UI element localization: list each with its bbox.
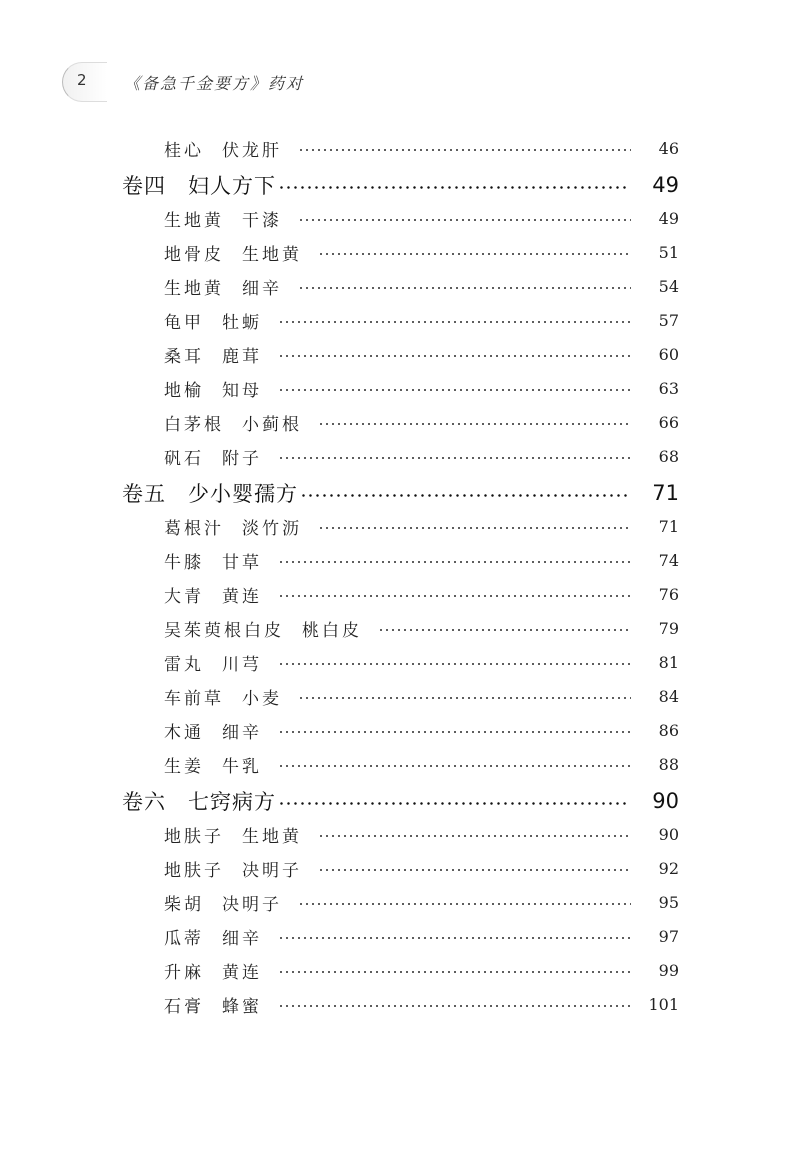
herb-name: 龟甲 — [164, 312, 204, 333]
herb-name: 黄连 — [222, 586, 262, 607]
entry-herbs — [164, 890, 282, 915]
page-reference: 88 — [658, 754, 679, 774]
herb-name: 瓜蒂 — [164, 928, 204, 949]
dot-leader — [318, 423, 631, 425]
dot-leader — [318, 869, 631, 871]
entry-herbs — [164, 376, 262, 401]
herb-name: 石膏 — [164, 996, 204, 1017]
page-number-tab — [62, 62, 107, 102]
herb-name: 干漆 — [242, 210, 282, 231]
dot-leader — [318, 835, 631, 837]
page-reference: 97 — [658, 926, 679, 946]
toc-entry-row[interactable] — [0, 987, 800, 1021]
page-reference: 54 — [658, 276, 679, 296]
herb-name: 伏龙肝 — [222, 140, 282, 161]
toc-chapter-row[interactable] — [0, 168, 800, 202]
page-reference: 99 — [658, 960, 679, 980]
entry-herbs — [164, 822, 302, 847]
herb-name: 桑耳 — [164, 346, 204, 367]
herb-name: 生地黄 — [242, 244, 302, 265]
toc-entry-row[interactable] — [0, 303, 800, 337]
toc-entry-row[interactable] — [0, 201, 800, 235]
page-reference: 95 — [658, 892, 679, 912]
toc-entry-row[interactable] — [0, 371, 800, 405]
page-reference: 63 — [658, 378, 679, 398]
dot-leader — [278, 595, 631, 597]
herb-name: 生地黄 — [242, 826, 302, 847]
toc-entry-row[interactable] — [0, 679, 800, 713]
entry-herbs — [164, 684, 282, 709]
entry-herbs — [164, 240, 302, 265]
page-reference: 46 — [658, 138, 679, 158]
toc-entry-row[interactable] — [0, 235, 800, 269]
dot-leader — [278, 731, 631, 733]
dot-leader — [298, 697, 631, 699]
herb-name: 地肤子 — [164, 826, 224, 847]
entry-herbs — [164, 410, 302, 435]
herb-name: 决明子 — [222, 894, 282, 915]
herb-name: 木通 — [164, 722, 204, 743]
entry-herbs — [164, 206, 282, 231]
toc-entry-row[interactable] — [0, 713, 800, 747]
volume-label: 卷五 — [122, 482, 166, 506]
herb-name: 鹿茸 — [222, 346, 262, 367]
chapter-heading — [122, 170, 276, 200]
toc-entry-row[interactable] — [0, 611, 800, 645]
herb-name: 生姜 — [164, 756, 204, 777]
page-reference: 74 — [658, 550, 679, 570]
toc-entry-row[interactable] — [0, 817, 800, 851]
herb-name: 大青 — [164, 586, 204, 607]
toc-entry-row[interactable] — [0, 543, 800, 577]
herb-name: 细辛 — [242, 278, 282, 299]
herb-name: 桂心 — [164, 140, 204, 161]
dot-leader — [278, 802, 627, 805]
page-reference: 68 — [658, 446, 679, 466]
chapter-title: 少小婴孺方 — [188, 482, 298, 506]
toc-entry-row[interactable] — [0, 851, 800, 885]
page-reference: 60 — [658, 344, 679, 364]
herb-name: 附子 — [222, 448, 262, 469]
entry-herbs — [164, 650, 262, 675]
herb-name: 葛根汁 — [164, 518, 224, 539]
herb-name: 地榆 — [164, 380, 204, 401]
toc-entry-row[interactable] — [0, 577, 800, 611]
page-reference: 76 — [658, 584, 679, 604]
entry-herbs — [164, 924, 262, 949]
toc-chapter-row[interactable] — [0, 476, 800, 510]
dot-leader — [318, 527, 631, 529]
toc-entry-row[interactable] — [0, 405, 800, 439]
toc-entry-row[interactable] — [0, 269, 800, 303]
herb-name: 蜂蜜 — [222, 996, 262, 1017]
herb-name: 升麻 — [164, 962, 204, 983]
toc-entry-row[interactable] — [0, 953, 800, 987]
dot-leader — [278, 971, 631, 973]
entry-herbs — [164, 752, 262, 777]
page-reference: 66 — [658, 412, 679, 432]
page-reference: 81 — [658, 652, 679, 672]
entry-herbs — [164, 992, 262, 1017]
page-reference: 71 — [658, 516, 679, 536]
page-reference: 92 — [658, 858, 679, 878]
herb-name: 矾石 — [164, 448, 204, 469]
entry-herbs — [164, 582, 262, 607]
entry-herbs — [164, 308, 262, 333]
page-reference: 49 — [652, 173, 679, 197]
page-number: 2 — [77, 71, 87, 89]
page-reference: 101 — [648, 994, 679, 1014]
chapter-heading — [122, 786, 276, 816]
dot-leader — [278, 937, 631, 939]
dot-leader — [278, 389, 631, 391]
herb-name: 细辛 — [222, 722, 262, 743]
herb-name: 生地黄 — [164, 278, 224, 299]
herb-name: 生地黄 — [164, 210, 224, 231]
herb-name: 细辛 — [222, 928, 262, 949]
dot-leader — [278, 765, 631, 767]
herb-name: 牡蛎 — [222, 312, 262, 333]
chapter-title: 七窍病方 — [188, 790, 276, 814]
page-reference: 71 — [652, 481, 679, 505]
toc-chapter-row[interactable] — [0, 784, 800, 818]
entry-herbs — [164, 718, 262, 743]
toc-entry-row[interactable] — [0, 337, 800, 371]
entry-herbs — [164, 548, 262, 573]
entry-herbs — [164, 274, 282, 299]
dot-leader — [300, 494, 627, 497]
running-title: 《备急千金要方》药对 — [124, 74, 305, 93]
herb-name: 小麦 — [242, 688, 282, 709]
page-reference: 84 — [658, 686, 679, 706]
dot-leader — [278, 663, 631, 665]
herb-name: 川芎 — [222, 654, 262, 675]
dot-leader — [378, 629, 631, 631]
dot-leader — [298, 219, 631, 221]
toc-entry-row[interactable] — [0, 131, 800, 165]
dot-leader — [298, 903, 631, 905]
herb-name: 牛膝 — [164, 552, 204, 573]
dot-leader — [298, 287, 631, 289]
herb-name: 知母 — [222, 380, 262, 401]
page-reference: 49 — [658, 208, 679, 228]
page-reference: 57 — [658, 310, 679, 330]
entry-herbs — [164, 856, 302, 881]
dot-leader — [278, 321, 631, 323]
volume-label: 卷六 — [122, 790, 166, 814]
herb-name: 雷丸 — [164, 654, 204, 675]
toc-entry-row[interactable] — [0, 439, 800, 473]
herb-name: 牛乳 — [222, 756, 262, 777]
toc-entry-row[interactable] — [0, 919, 800, 953]
entry-herbs — [164, 958, 262, 983]
herb-name: 地骨皮 — [164, 244, 224, 265]
herb-name: 白茅根 — [164, 414, 224, 435]
dot-leader — [278, 457, 631, 459]
herb-name: 地肤子 — [164, 860, 224, 881]
dot-leader — [278, 561, 631, 563]
herb-name: 车前草 — [164, 688, 224, 709]
entry-herbs — [164, 616, 362, 641]
herb-name: 决明子 — [242, 860, 302, 881]
chapter-heading — [122, 478, 298, 508]
toc-entry-row[interactable] — [0, 747, 800, 781]
dot-leader — [278, 355, 631, 357]
herb-name: 淡竹沥 — [242, 518, 302, 539]
entry-herbs — [164, 342, 262, 367]
chapter-title: 妇人方下 — [188, 174, 276, 198]
dot-leader — [298, 149, 631, 151]
entry-herbs — [164, 444, 262, 469]
page-reference: 86 — [658, 720, 679, 740]
volume-label: 卷四 — [122, 174, 166, 198]
toc-entry-row[interactable] — [0, 885, 800, 919]
herb-name: 黄连 — [222, 962, 262, 983]
page-reference: 79 — [658, 618, 679, 638]
dot-leader — [278, 1005, 631, 1007]
dot-leader — [318, 253, 631, 255]
herb-name: 柴胡 — [164, 894, 204, 915]
page-reference: 51 — [658, 242, 679, 262]
toc-entry-row[interactable] — [0, 509, 800, 543]
herb-name: 桃白皮 — [302, 620, 362, 641]
herb-name: 小蓟根 — [242, 414, 302, 435]
page-reference: 90 — [652, 789, 679, 813]
entry-herbs — [164, 514, 302, 539]
page-reference: 90 — [658, 824, 679, 844]
entry-herbs — [164, 136, 282, 161]
herb-name: 吴茱萸根白皮 — [164, 620, 284, 641]
dot-leader — [278, 186, 627, 189]
toc-entry-row[interactable] — [0, 645, 800, 679]
herb-name: 甘草 — [222, 552, 262, 573]
